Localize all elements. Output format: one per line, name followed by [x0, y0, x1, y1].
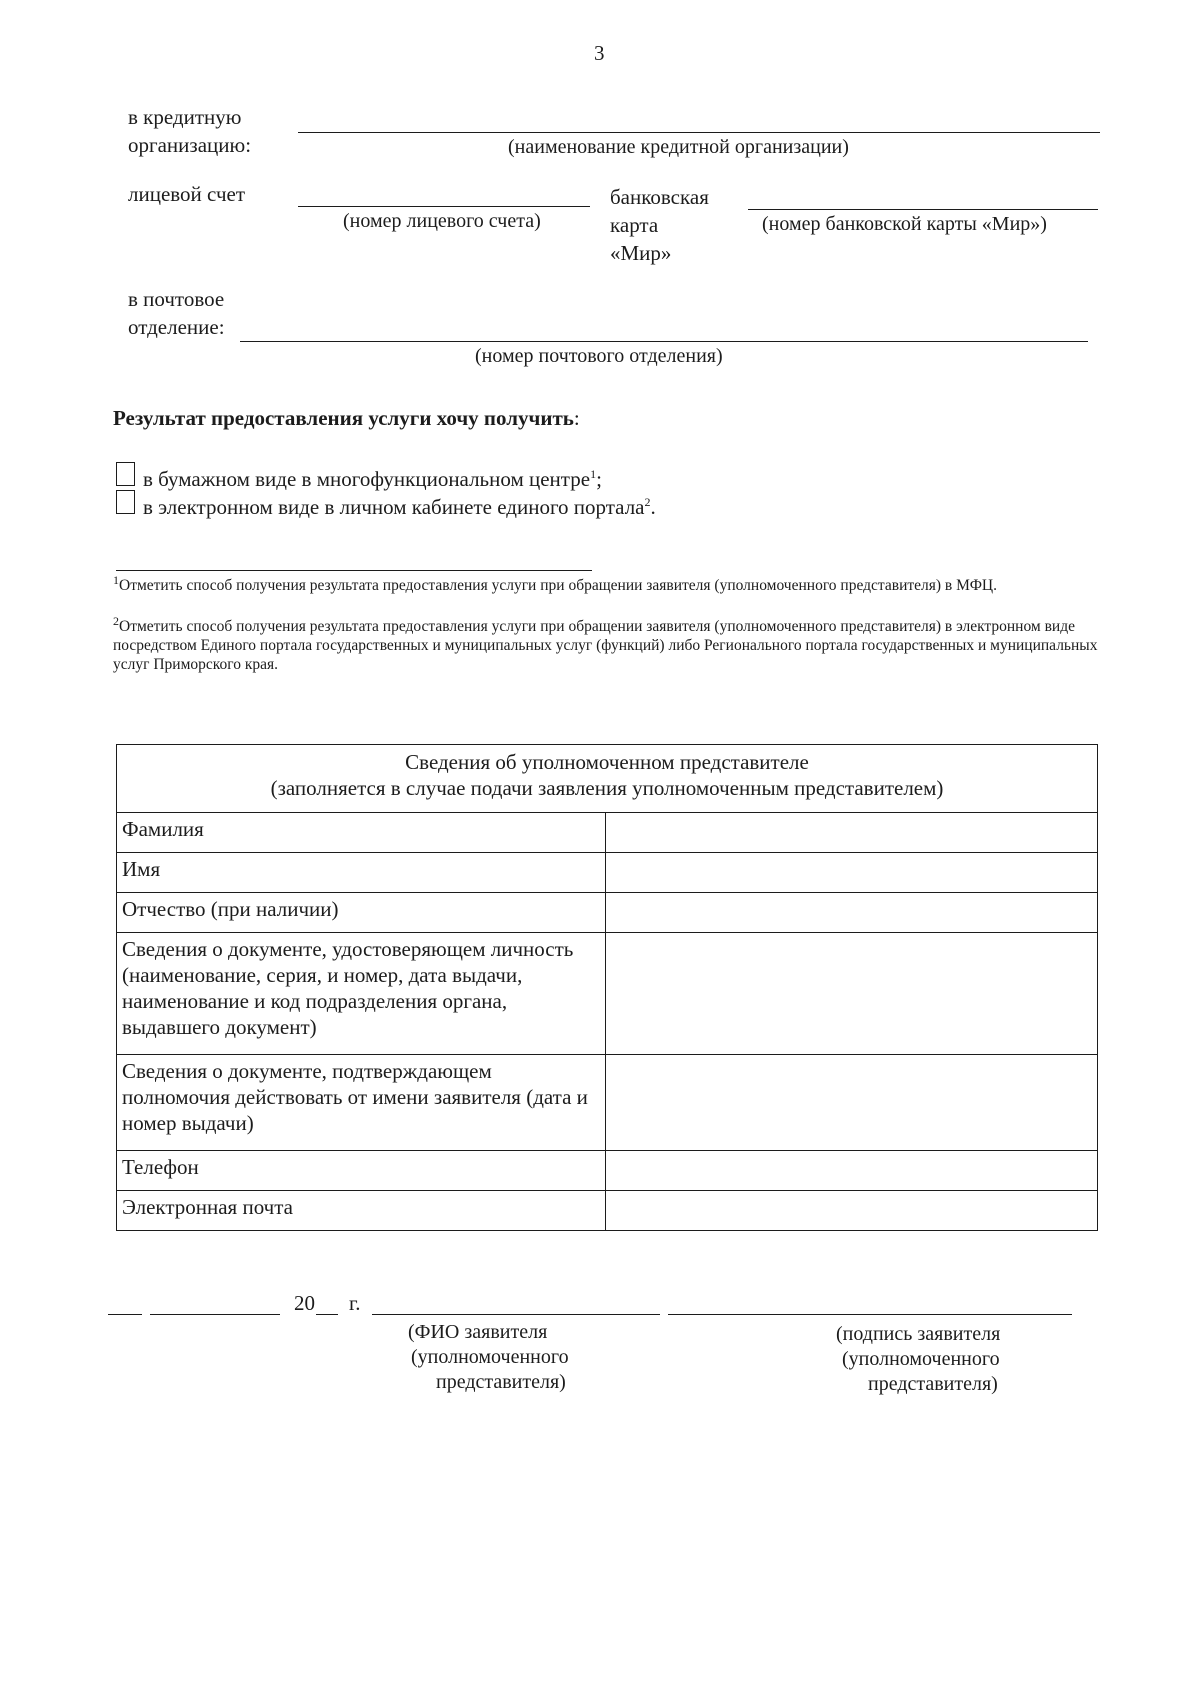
bank-label-line2: организацию:	[128, 133, 252, 157]
card-number-field[interactable]	[748, 209, 1098, 210]
email-value[interactable]	[606, 1191, 1098, 1231]
fio-caption-line1: (ФИО заявителя	[408, 1321, 548, 1343]
representative-table-title: Сведения об уполномоченном представителе (заполняется в случае подачи заявления уполномоченным представителем)	[117, 745, 1098, 813]
electronic-result-checkbox[interactable]	[116, 490, 135, 514]
paper-result-option: в бумажном виде в многофункциональном центре$^1$;	[143, 467, 602, 491]
date-day-field[interactable]	[108, 1314, 142, 1315]
post-office-field[interactable]	[240, 341, 1088, 342]
table-row	[117, 1151, 1098, 1191]
authority-document-value[interactable]	[606, 1055, 1098, 1151]
row-label-email: Электронная почта	[117, 1191, 606, 1231]
page-number: 3	[594, 41, 605, 65]
post-label-line1: в почтовое	[128, 287, 225, 311]
card-number-caption: (номер банковской карты «Мир»)	[762, 213, 1047, 235]
signature-caption-line1: (подпись заявителя	[836, 1323, 1001, 1345]
bank-name-field[interactable]	[298, 132, 1100, 133]
applicant-signature-field[interactable]	[668, 1314, 1072, 1315]
applicant-fio-field[interactable]	[372, 1314, 660, 1315]
post-office-caption: (номер почтового отделения)	[475, 345, 723, 367]
account-number-field[interactable]	[298, 206, 590, 207]
footnote-separator	[116, 570, 592, 571]
table-row	[117, 1191, 1098, 1231]
post-label-line2: отделение:	[128, 315, 225, 339]
electronic-result-option: в электронном виде в личном кабинете единого портала$^2$.	[143, 495, 656, 519]
fio-caption-line2: (уполномоченного	[411, 1346, 569, 1368]
representative-table	[116, 744, 1098, 1231]
row-label-phone: Телефон	[117, 1151, 606, 1191]
paper-result-checkbox[interactable]	[116, 462, 135, 486]
row-label-name: Имя	[117, 853, 606, 893]
footnote-1: $^1$Отметить способ получения результата предоставления услуги при обращении заявителя (уполномоченного представителя) в МФЦ.	[113, 572, 998, 594]
card-label-line1: банковская	[610, 185, 709, 209]
surname-value[interactable]	[606, 813, 1098, 853]
account-label: лицевой счет	[128, 182, 245, 206]
row-label-identity-document: Сведения о документе, удостоверяющем личность (наименование, серия, и номер, дата выдачи, наименование и код подразделения органа, выдавшего документ)	[117, 933, 606, 1055]
table-row	[117, 853, 1098, 893]
date-year-field[interactable]	[316, 1314, 338, 1315]
footnote-2: $^2$Отметить способ получения результата предоставления услуги при обращении заявителя (уполномоченного представителя) в электронном виде посредством Единого портала государственных и муниципальных услуг (функций) либо Регионального портала государственных и муниципальных услуг Приморского края.	[113, 613, 1098, 673]
row-label-surname: Фамилия	[117, 813, 606, 853]
date-year-prefix: 20	[294, 1291, 315, 1315]
card-label-line2: карта	[610, 213, 659, 237]
bank-label-line1: в кредитную	[128, 105, 242, 129]
table-row	[117, 933, 1098, 1055]
table-row	[117, 1055, 1098, 1151]
signature-caption-line3: представителя)	[868, 1373, 998, 1395]
card-label-line3: «Мир»	[610, 241, 672, 265]
result-heading: Результат предоставления услуги хочу получить:	[113, 406, 580, 430]
date-month-field[interactable]	[150, 1314, 280, 1315]
identity-document-value[interactable]	[606, 933, 1098, 1055]
row-label-authority-document: Сведения о документе, подтверждающем полномочия действовать от имени заявителя (дата и номер выдачи)	[117, 1055, 606, 1151]
patronymic-value[interactable]	[606, 893, 1098, 933]
bank-name-caption: (наименование кредитной организации)	[508, 136, 849, 158]
table-row	[117, 813, 1098, 853]
fio-caption-line3: представителя)	[436, 1371, 566, 1393]
phone-value[interactable]	[606, 1151, 1098, 1191]
date-year-suffix: г.	[349, 1291, 361, 1315]
name-value[interactable]	[606, 853, 1098, 893]
signature-caption-line2: (уполномоченного	[842, 1348, 1000, 1370]
row-label-patronymic: Отчество (при наличии)	[117, 893, 606, 933]
table-row	[117, 893, 1098, 933]
account-number-caption: (номер лицевого счета)	[343, 210, 541, 232]
